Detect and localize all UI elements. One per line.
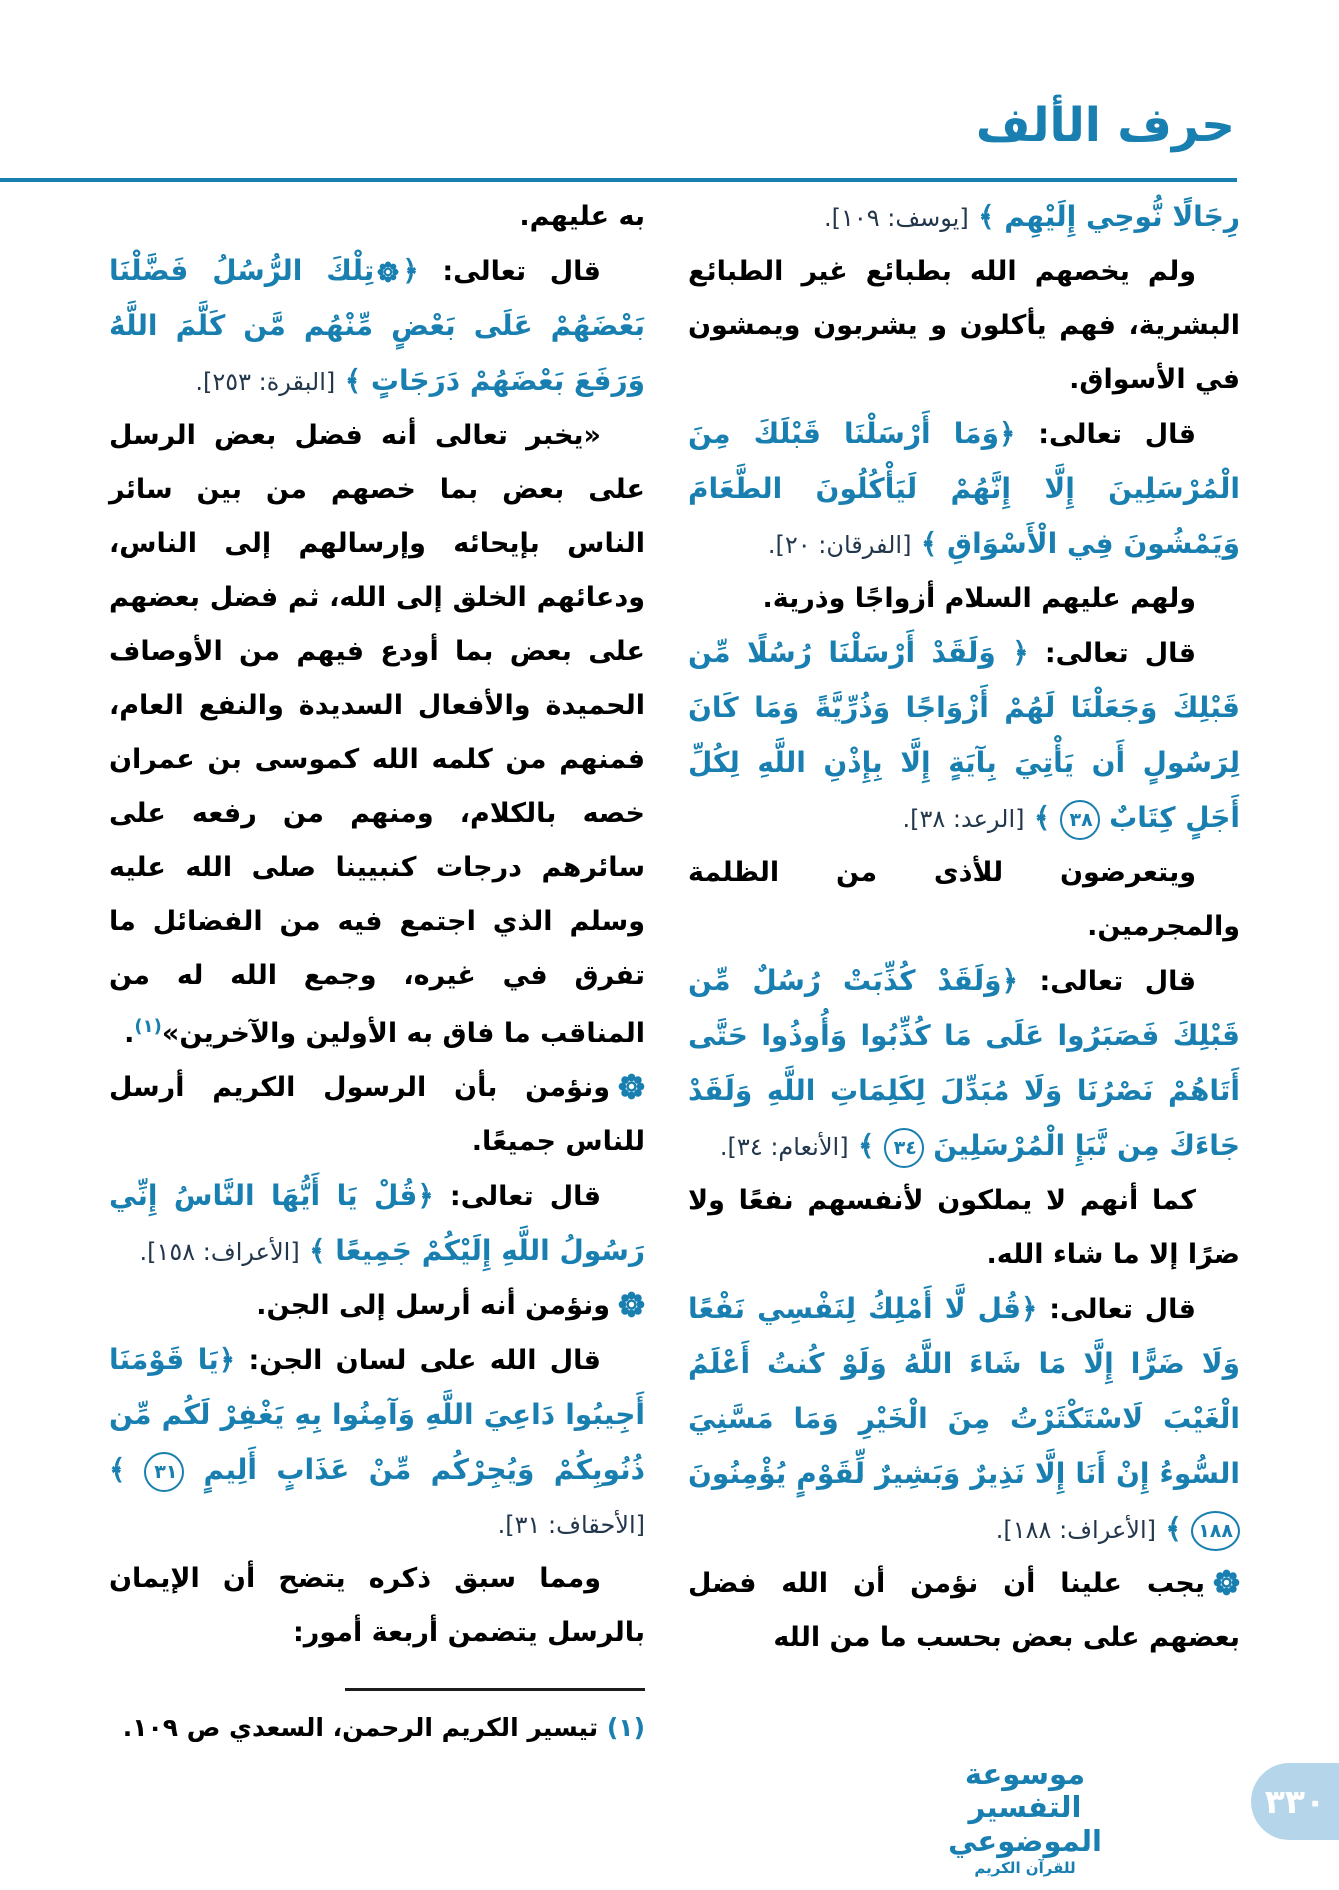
quran-quote-block — [109, 1169, 645, 1279]
verse-text: ﴿قُلْ يَا أَيُّهَا النَّاسُ إِنِّي رَسُولُ اللَّهِ إِلَيْكُمْ جَمِيعًا ﴾ — [109, 1179, 645, 1267]
verse-continuation — [688, 190, 1240, 245]
verse-reference: [يوسف: ١٠٩]. — [823, 204, 969, 232]
verse-reference: [الرعد: ٣٨]. — [902, 805, 1025, 833]
quran-intro: قال تعالى: — [442, 256, 601, 287]
column-left — [109, 190, 645, 1660]
publisher-logo-subtitle: للقرآن الكريم — [974, 1859, 1076, 1878]
verse-text: ﴿قُل لَّا أَمْلِكُ لِنَفْسِي نَفْعًا وَلَا ضَرًّا إِلَّا مَا شَاءَ اللَّهُ وَلَوْ كُنتُ أَعْلَمُ الْغَيْبَ لَاسْتَكْثَرْتُ مِنَ الْخَيْرِ وَمَا مَسَّنِيَ السُّوءُ إِنْ أَنَا إِلَّا نَذِيرٌ وَبَشِيرٌ لِّقَوْمٍ يُؤْمِنُونَ — [688, 1292, 1240, 1490]
aya-number-badge: ٣٨ — [1060, 800, 1100, 840]
verse-reference: [الأعراف: ١٨٨]. — [995, 1516, 1156, 1544]
verse-reference: [البقرة: ٢٥٣]. — [195, 368, 336, 396]
body-continuation: به عليهم. — [519, 201, 645, 232]
quoted-commentary: «يخبر تعالى أنه فضل بعض الرسل على بعض بما خصهم من بين سائر الناس بإيحائه وإرسالهم إلى الناس، ودعائهم الخلق إلى الله، ثم فضل بعضهم على بعض بما أودع فيهم من الأوصاف الحميدة والأفعال السديدة والنفع العام، فمنهم من كلمه الله كموسى بن عمران خصه بالكلام، ومنهم من رفعه على سائرهم درجات كنبيينا صلى الله عليه وسلم الذي اجتمع فيه من الفضائل ما تفرق في غيره، وجمع الله له من المناقب ما فاق به الأولين والآخرين» — [109, 420, 645, 1049]
footnote-marker: (١) — [606, 1713, 645, 1742]
publisher-logo-title: موسوعة التفسير الموضوعي — [948, 1757, 1102, 1858]
bullet-paragraph — [688, 1557, 1240, 1665]
bullet-text: ونؤمن بأن الرسول الكريم أرسل للناس جميعًا. — [109, 1072, 645, 1157]
quran-intro: قال تعالى: — [449, 1181, 601, 1212]
footnote-marker: (١) — [134, 1016, 162, 1037]
body-paragraph: ولهم عليهم السلام أزواجًا وذرية. — [762, 583, 1196, 614]
verse-open-bracket: ﴿ — [402, 254, 419, 287]
bullet-paragraph — [109, 1061, 645, 1169]
bullet-flower-icon — [618, 1291, 645, 1318]
quran-intro: قال تعالى: — [1039, 966, 1196, 997]
quran-quote-block — [109, 1333, 645, 1552]
verse-reference: [الأنعام: ٣٤]. — [719, 1133, 849, 1161]
bullet-flower-icon — [618, 1073, 645, 1100]
verse-text: ﴿ وَلَقَدْ أَرْسَلْنَا رُسُلًا مِّن قَبْلِكَ وَجَعَلْنَا لَهُمْ أَزْوَاجًا وَذُرِّيَّةً وَمَا كَانَ لِرَسُولٍ أَن يَأْتِيَ بِآيَةٍ إِلَّا بِإِذْنِ اللَّهِ لِكُلِّ أَجَلٍ كِتَابٌ — [688, 636, 1240, 834]
quran-quote-block — [688, 407, 1240, 572]
quran-intro: قال تعالى: — [1038, 419, 1197, 450]
page-number: ٣٣٠ — [1264, 1782, 1326, 1821]
quran-intro: قال تعالى: — [1049, 1294, 1196, 1325]
verse-text: ﴿وَلَقَدْ كُذِّبَتْ رُسُلٌ مِّن قَبْلِكَ فَصَبَرُوا عَلَى مَا كُذِّبُوا وَأُوذُوا حَتَّى أَتَاهُمْ نَصْرُنَا وَلَا مُبَدِّلَ لِكَلِمَاتِ اللَّهِ وَلَقَدْ جَاءَكَ مِن نَّبَإِ الْمُرْسَلِينَ — [688, 964, 1240, 1162]
verse-close-bracket: ﴾ — [857, 1129, 875, 1162]
publisher-logo — [907, 1758, 1143, 1877]
page-number-badge — [1251, 1763, 1339, 1840]
column-right — [688, 190, 1240, 1665]
bullet-text: ونؤمن أنه أرسل إلى الجن. — [256, 1290, 610, 1321]
aya-number-badge: ٣٤ — [884, 1128, 924, 1168]
body-paragraph — [109, 409, 645, 1061]
quran-quote-block — [688, 954, 1240, 1174]
verse-reference: [الأحقاف: ٣١]. — [497, 1511, 645, 1539]
verse-close-bracket: ﴾ — [109, 1453, 126, 1486]
verse-reference: [الأعراف: ١٥٨]. — [139, 1238, 300, 1266]
quran-quote-block — [688, 626, 1240, 846]
footnote-text: تيسير الكريم الرحمن، السعدي ص ١٠٩. — [122, 1713, 599, 1742]
verse-reference: [الفرقان: ٢٠]. — [767, 531, 912, 559]
aya-number-badge: ٣١ — [144, 1452, 184, 1492]
verse-text: رِجَالًا نُّوحِي إِلَيْهِم ﴾ — [978, 200, 1240, 233]
body-paragraph: ولم يخصهم الله بطبائع غير الطبائع البشرية، فهم يأكلون و يشربون ويمشون في الأسواق. — [688, 256, 1240, 395]
quran-intro: قال الله على لسان الجن: — [248, 1345, 601, 1376]
footnote — [109, 1704, 645, 1752]
aya-number-badge: ١٨٨ — [1191, 1511, 1240, 1551]
quran-quote-block — [109, 244, 645, 409]
verse-text: ﴿وَمَا أَرْسَلْنَا قَبْلَكَ مِنَ الْمُرْسَلِينَ إِلَّا إِنَّهُمْ لَيَأْكُلُونَ الطَّعَامَ وَيَمْشُونَ فِي الْأَسْوَاقِ ﴾ — [688, 417, 1240, 560]
chapter-title: حرف الألف — [975, 98, 1235, 153]
verse-close-bracket: ﴾ — [1033, 801, 1051, 834]
rub-el-hizb-icon — [377, 261, 399, 283]
quran-quote-block — [688, 1282, 1240, 1557]
quran-intro: قال تعالى: — [1044, 638, 1196, 669]
verse-close-bracket: ﴾ — [1165, 1512, 1182, 1545]
footnote-rule — [345, 1688, 645, 1691]
sentence-period: . — [124, 1018, 135, 1049]
section-lead-paragraph: ومما سبق ذكره يتضح أن الإيمان بالرسل يتضمن أربعة أمور: — [109, 1563, 645, 1648]
body-paragraph: كما أنهم لا يملكون لأنفسهم نفعًا ولا ضرًا إلا ما شاء الله. — [688, 1185, 1240, 1270]
body-paragraph: ويتعرضون للأذى من الظلمة والمجرمين. — [688, 857, 1240, 942]
header-rule — [0, 178, 1237, 182]
bullet-flower-icon — [1213, 1569, 1240, 1596]
bullet-paragraph — [109, 1279, 645, 1333]
bullet-text: يجب علينا أن نؤمن أن الله فضل بعضهم على بعض بحسب ما من الله — [688, 1568, 1240, 1653]
verse-text: ﴿يَا قَوْمَنَا أَجِيبُوا دَاعِيَ اللَّهِ وَآمِنُوا بِهِ يَغْفِرْ لَكُم مِّن ذُنُوبِكُمْ وَيُجِرْكُم مِّنْ عَذَابٍ أَلِيمٍ — [109, 1343, 645, 1486]
verse-text: تِلْكَ الرُّسُلُ فَضَّلْنَا بَعْضَهُمْ عَلَى بَعْضٍ مِّنْهُم مَّن كَلَّمَ اللَّهُ وَرَفَعَ بَعْضَهُمْ دَرَجَاتٍ ﴾ — [109, 254, 645, 397]
